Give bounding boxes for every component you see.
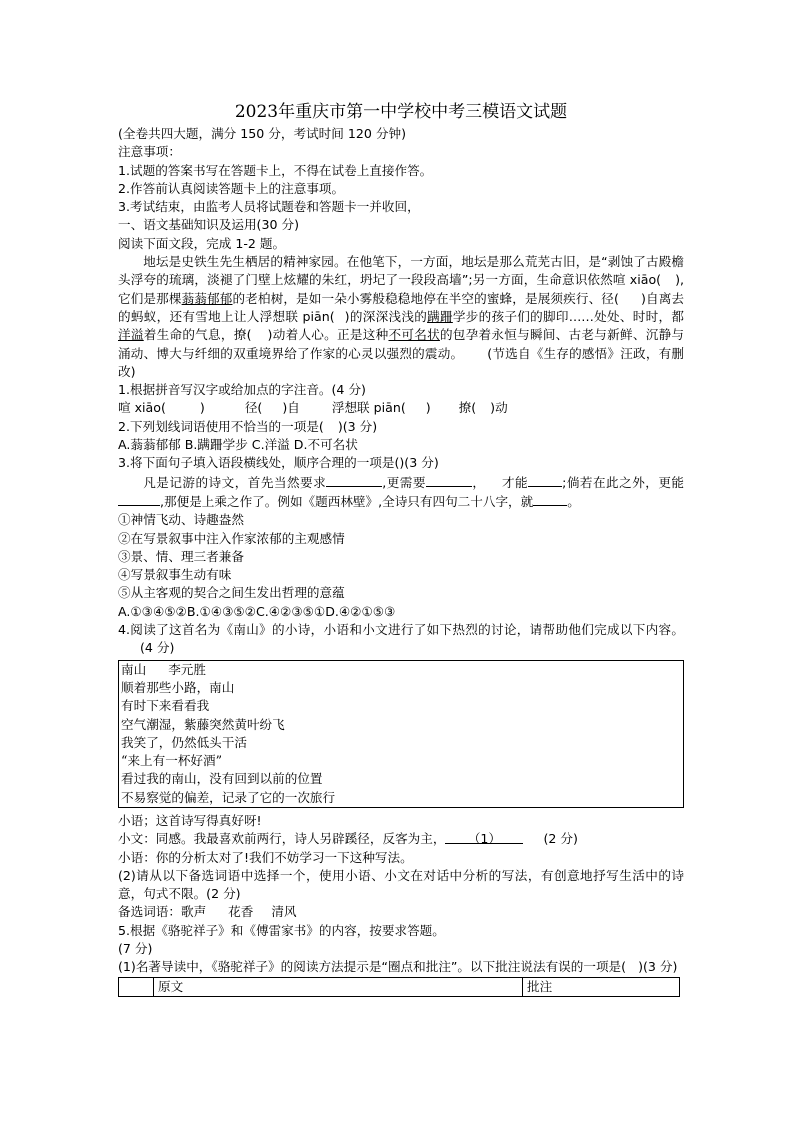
- section-heading: 一、语文基础知识及运用(30 分): [118, 217, 299, 233]
- question-2-stem: 2.下列划线词语使用不恰当的一项是( )(3 分): [118, 418, 378, 434]
- underlined-term: 不可名状: [388, 327, 440, 343]
- poem-line: 空气潮湿，紫藤突然黄叶纷飞: [121, 716, 285, 732]
- table-header-cell: [119, 977, 154, 996]
- exam-page: [118, 100, 684, 997]
- poem-box: [118, 660, 684, 808]
- underlined-term: 洋溢: [118, 327, 144, 343]
- poem-line: 有时下来看看我: [121, 698, 210, 714]
- notice-item: 3.考试结束，由监考人员将试题卷和答题卡一并收回，: [118, 199, 420, 215]
- question-2-options: A.蓊蓊郁郁 B.蹒跚学步 C.洋溢 D.不可名状: [118, 437, 358, 453]
- notice-item: 1.试题的答案书写在答题卡上，不得在试卷上直接作答。: [118, 162, 433, 178]
- reading-instruction: 阅读下面文段，完成 1-2 题。: [118, 235, 286, 251]
- poem-line: “来上有一杯好酒”: [121, 753, 223, 769]
- question-5-score: (7 分): [118, 941, 153, 957]
- question-3-stem: 3.将下面句子填入语段横线处，顺序合理的一项是()(3 分): [118, 455, 439, 471]
- answer-blank: （1）: [445, 830, 523, 844]
- question-1-items: 喧 xiāo( ) 径( )自 浮想联 piān( ) 撩( )动: [118, 400, 508, 416]
- question-3-text: 凡是记游的诗文，首先当然要求 ,更需要 ， 才能 ;倘若在此之外，更能,那便是上乘之作了。例如《题西林壁》,全诗只有四句二十八字，就 。: [118, 473, 684, 512]
- underlined-term: 蹒跚: [427, 308, 453, 324]
- question-4-sub2: (2)请从以下备选词语中选择一个，使用小语、小文在对话中分析的写法，有创意地抒写生活中的诗意，句式不限。(2 分): [118, 867, 684, 902]
- page-title: 2023年重庆市第一中学校中考三模语文试题: [234, 102, 568, 122]
- option-item: ①神情飞动、诗趣盎然: [118, 512, 244, 528]
- underlined-term: 蓊蓊郁郁: [181, 290, 233, 306]
- table-header-row: [119, 977, 680, 996]
- dialogue-line: 小语；这首诗写得真好呀!: [118, 812, 262, 828]
- poem-line: 顺着那些小路，南山: [121, 679, 235, 695]
- candidate-words: 备选词语：歌声 花香 清风: [118, 904, 297, 920]
- poem-line: 看过我的南山，没有回到以前的位置: [121, 771, 323, 787]
- annotation-table: [118, 977, 680, 997]
- reading-passage: 地坛是史铁生先生栖居的精神家园。在他笔下，一方面，地坛是那么荒芜古旧，是“剥蚀了古殿檐头浮夸的琉璃，淡褪了门壁上炫耀的朱红，坍圮了一段段高墙”;另一方面，生命意识依然喧 xiāo( ),它们是那棵蓊蓊郁郁的老柏树，是如一朵小雾般稳稳地停在半空的蜜蜂，是展须疾行、径( )自离去的蚂蚁，还有雪地上让人浮想联 piān( )的深深浅浅的蹒跚学步的孩子们的脚印……处处、时时，都洋溢着生命的气息，撩( )动着人心。正是这种不可名状的包孕着永恒与瞬间、古老与新鲜、沉静与涌动、博大与纤细的双重境界给了作家的心灵以强烈的震动。 (节选自《生存的感悟》汪政，有删改): [118, 254, 685, 379]
- question-5-sub1: (1)名著导读中，《骆驼祥子》的阅读方法提示是“圈点和批注”。以下批注说法有误的一项是( )(3 分): [118, 959, 678, 975]
- poem-heading: 南山 李元胜: [121, 661, 206, 677]
- option-item: ④写景叙事生动有味: [118, 567, 232, 583]
- notice-heading: 注意事项：: [118, 144, 181, 160]
- exam-intro: (全卷共四大题，满分 150 分，考试时间 120 分钟): [118, 126, 407, 141]
- table-header-cell: 原文: [154, 977, 523, 996]
- notice-item: 2.作答前认真阅读答题卡上的注意事项。: [118, 180, 345, 196]
- dialogue-line: 小语：你的分析太对了!我们不妨学习一下这种写法。: [118, 849, 413, 865]
- table-header-cell: 批注: [523, 977, 680, 996]
- option-item: ③景、情、理三者兼备: [118, 548, 244, 564]
- option-item: ②在写景叙事中注入作家浓郁的主观感情: [118, 530, 345, 546]
- dialogue-line: 小文：同感。我最喜欢前两行，诗人另辟蹊径，反客为主， （1） (2 分): [118, 831, 578, 847]
- poem-line: 不易察觉的偏差，记录了它的一次旅行: [121, 789, 336, 805]
- poem-line: 我笑了，仍然低头干活: [121, 734, 247, 750]
- question-3-answers: A.①③④⑤②B.①④③⑤②C.④②③⑤①D.④②①⑤③: [118, 603, 396, 619]
- passage-source: (节选自《生存的感悟》汪政，有删改): [118, 345, 684, 379]
- question-1-stem: 1.根据拼音写汉字或给加点的字注音。(4 分): [118, 382, 366, 398]
- option-item: ⑤从主客观的契合之间生发出哲理的意蕴: [118, 585, 345, 601]
- question-4-stem: 4.阅读了这首名为《南山》的小诗，小语和小文进行了如下热烈的讨论，请帮助他们完成以下内容。(4 分): [118, 622, 684, 656]
- question-5-stem: 5.根据《骆驼祥子》和《傅雷家书》的内容，按要求答题。: [118, 922, 445, 938]
